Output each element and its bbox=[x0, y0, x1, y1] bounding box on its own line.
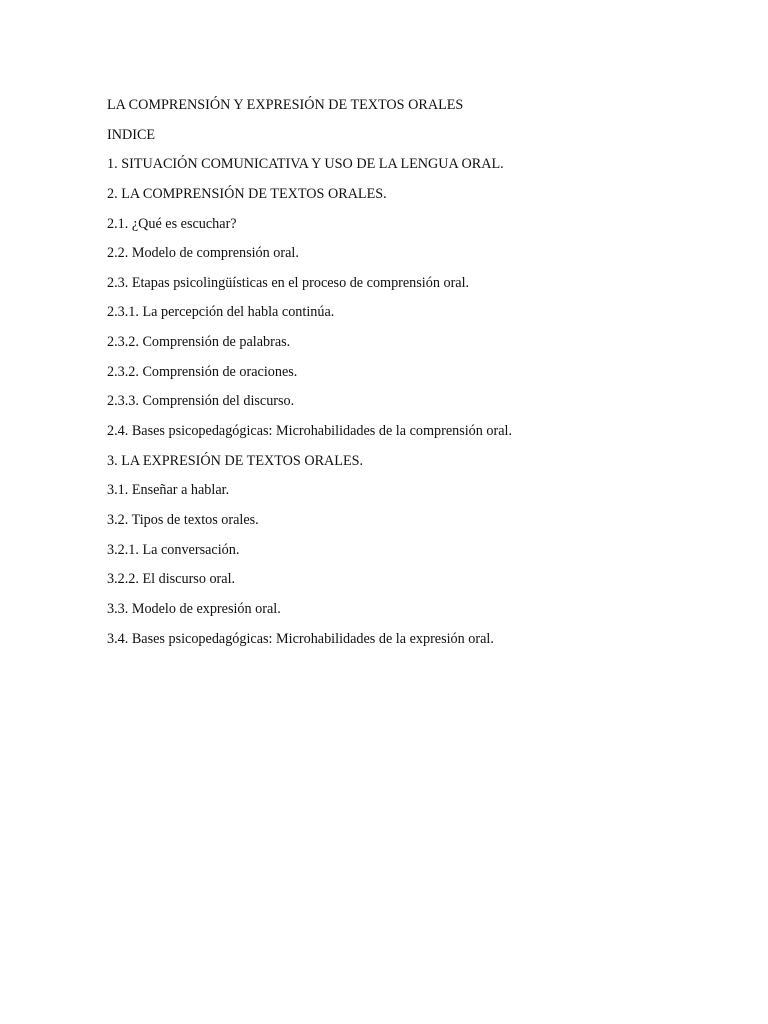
toc-entry-2-3-1: 2.3.1. La percepción del habla continúa. bbox=[107, 304, 335, 321]
toc-entry-3-4: 3.4. Bases psicopedagógicas: Microhabilidades de la expresión oral. bbox=[107, 630, 494, 647]
table-of-contents bbox=[107, 91, 727, 654]
toc-entry-2-3-2b: 2.3.2. Comprensión de oraciones. bbox=[107, 363, 298, 380]
toc-entry-2-3-3: 2.3.3. Comprensión del discurso. bbox=[107, 393, 295, 410]
toc-entry-3-2: 3.2. Tipos de textos orales. bbox=[107, 511, 259, 528]
index-heading: INDICE bbox=[107, 126, 156, 143]
toc-entry-3-1: 3.1. Enseñar a hablar. bbox=[107, 482, 230, 499]
toc-entry-2-1: 2.1. ¿Qué es escuchar? bbox=[107, 215, 237, 232]
toc-entry-3: 3. LA EXPRESIÓN DE TEXTOS ORALES. bbox=[107, 452, 364, 469]
toc-entry-2-4: 2.4. Bases psicopedagógicas: Microhabilidades de la comprensión oral. bbox=[107, 423, 513, 440]
toc-entry-2-2: 2.2. Modelo de comprensión oral. bbox=[107, 245, 299, 262]
toc-entry-3-2-2: 3.2.2. El discurso oral. bbox=[107, 571, 236, 588]
toc-entry-2-3: 2.3. Etapas psicolingüísticas en el proceso de comprensión oral. bbox=[107, 274, 470, 291]
toc-entry-1: 1. SITUACIÓN COMUNICATIVA Y USO DE LA LENGUA ORAL. bbox=[107, 156, 504, 173]
document-title: LA COMPRENSIÓN Y EXPRESIÓN DE TEXTOS ORALES bbox=[107, 97, 464, 113]
toc-entry-3-3: 3.3. Modelo de expresión oral. bbox=[107, 600, 281, 617]
toc-entry-2: 2. LA COMPRENSIÓN DE TEXTOS ORALES. bbox=[107, 185, 387, 202]
toc-entry-3-2-1: 3.2.1. La conversación. bbox=[107, 541, 240, 558]
toc-entry-2-3-2a: 2.3.2. Comprensión de palabras. bbox=[107, 334, 291, 351]
